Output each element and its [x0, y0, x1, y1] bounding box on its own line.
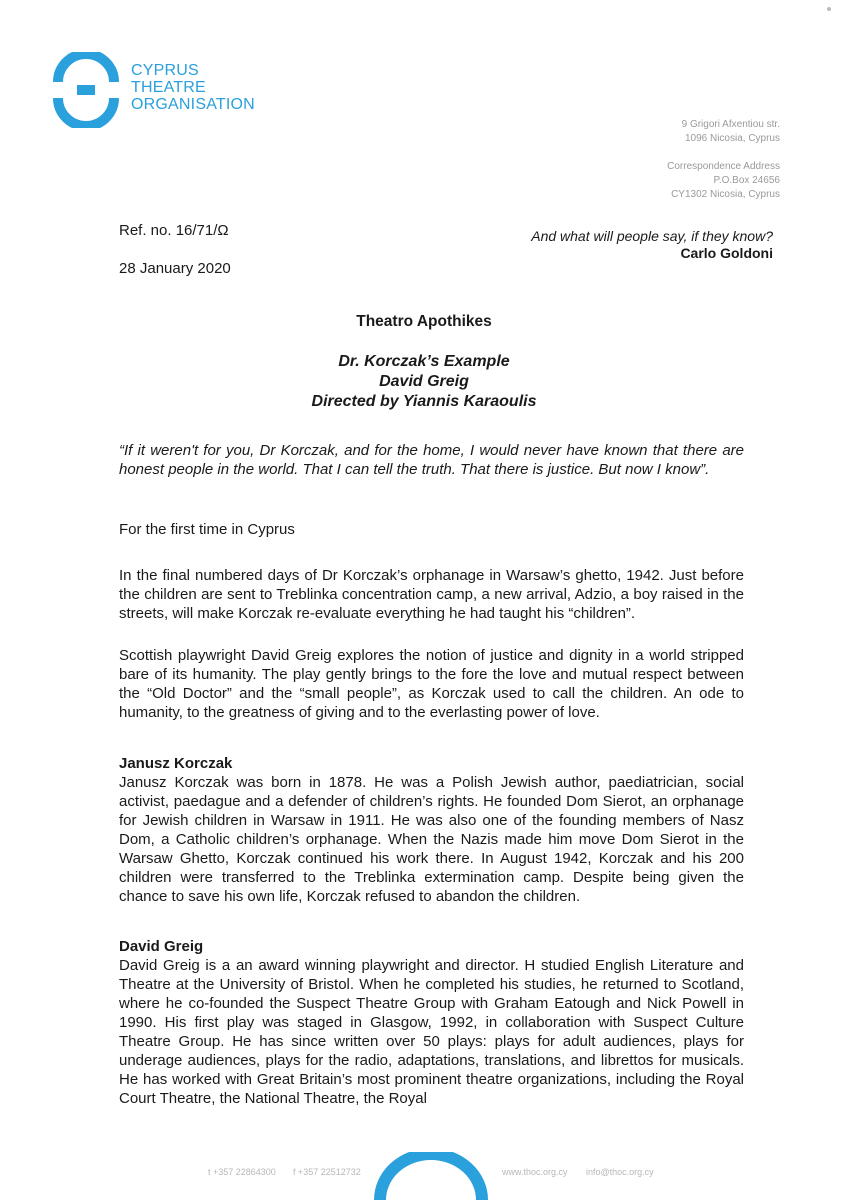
letter-date: 28 January 2020: [119, 260, 231, 277]
po-city-line: CY1302 Nicosia, Cyprus: [671, 189, 780, 200]
correspondence-label: Correspondence Address: [667, 161, 780, 172]
logo-line-1: CYPRUS: [131, 62, 199, 79]
play-director: Directed by Yiannis Karaoulis: [311, 393, 537, 410]
po-box-line: P.O.Box 24656: [713, 175, 780, 186]
first-time-line: For the first time in Cyprus: [119, 521, 295, 538]
opening-quote: “If it weren't for you, Dr Korczak, and for the home, I would never have known that there are honest people in the world. That I can tell the truth. That there is justice. But now I know”.: [119, 442, 744, 478]
greig-section: [119, 937, 744, 1108]
logo-wordmark: [131, 62, 255, 113]
play-titles: [0, 352, 848, 412]
city-line: 1096 Nicosia, Cyprus: [684, 133, 780, 144]
venue-title: Theatro Apothikes: [356, 313, 492, 330]
greig-heading: David Greig: [119, 938, 204, 955]
korczak-heading: Janusz Korczak: [119, 755, 233, 772]
correspondence-address: [667, 160, 780, 202]
footer-fax: f +357 22512732: [293, 1167, 361, 1177]
logo-mark-icon: [50, 52, 122, 128]
summary-paragraph: In the final numbered days of Dr Korczak’s orphanage in Warsaw’s ghetto, 1942. Just before the children are sent to Treblinka concentration camp, a new arrival, Adzio, a boy raised in the streets, will make Korczak re-evaluate everything he had taught his “children”.: [119, 567, 744, 622]
epigraph: [531, 228, 773, 262]
play-description-paragraph: Scottish playwright David Greig explores the notion of justice and dignity in a world stripped bare of its humanity. The play gently brings to the fore the love and mutual respect between the “Old Doctor” and the “small people”, as Korczak used to call the children. An ode to humanity, to the greatness of giving and to the everlasting power of love.: [119, 647, 744, 721]
greig-bio: David Greig is a an award winning playwright and director. H studied English Literature and Theatre at the University of Bristol. When he completed his studies, he returned to Scotland, where he co-founded the Suspect Theatre Group with Graham Eatough and Nick Powell in 1990. His first play was staged in Glasgow, 1992, in collaboration with Suspect Culture Theatre Group. He has since written over 50 plays: plays for adult audiences, plays for underage audiences, plays for the radio, adaptations, translations, and librettos for musicals. He has worked with Great Britain’s most prominent theatre organizations, including the Royal Court Theatre, the National Theatre, the Royal: [119, 957, 744, 1107]
logo-line-3: ORGANISATION: [131, 96, 255, 113]
epigraph-quote: And what will people say, if they know?: [531, 228, 773, 244]
footer-logo-arc-icon: [374, 1152, 488, 1200]
korczak-bio: Janusz Korczak was born in 1878. He was a Polish Jewish author, paediatrician, social activist, paedague and a defender of children’s rights. He founded Dom Sierot, an orphanage for Jewish children in Warsaw in 1911. He was also one of the founding members of Nasz Dom, a Catholic children’s orphanage. When the Nazis made him move Dom Sierot in the Warsaw Ghetto, Korczak continued his work there. In August 1942, Korczak and his 200 children were transferred to the Treblinka extermination camp. Despite being given the chance to save his own life, Korczak refused to abandon the children.: [119, 774, 744, 905]
play-title: Dr. Korczak’s Example: [338, 353, 510, 370]
footer-website: www.thoc.org.cy: [502, 1167, 568, 1177]
street-line: 9 Grigori Afxentiou str.: [681, 119, 780, 130]
street-address: [682, 118, 780, 146]
play-author: David Greig: [379, 373, 469, 390]
korczak-section: [119, 754, 744, 906]
reference-number: Ref. no. 16/71/Ω: [119, 222, 229, 239]
footer-email: info@thoc.org.cy: [586, 1167, 654, 1177]
footer-telephone: t +357 22864300: [208, 1167, 276, 1177]
epigraph-author: Carlo Goldoni: [680, 245, 773, 261]
logo-line-2: THEATRE: [131, 79, 206, 96]
corner-mark-icon: [824, 4, 834, 14]
